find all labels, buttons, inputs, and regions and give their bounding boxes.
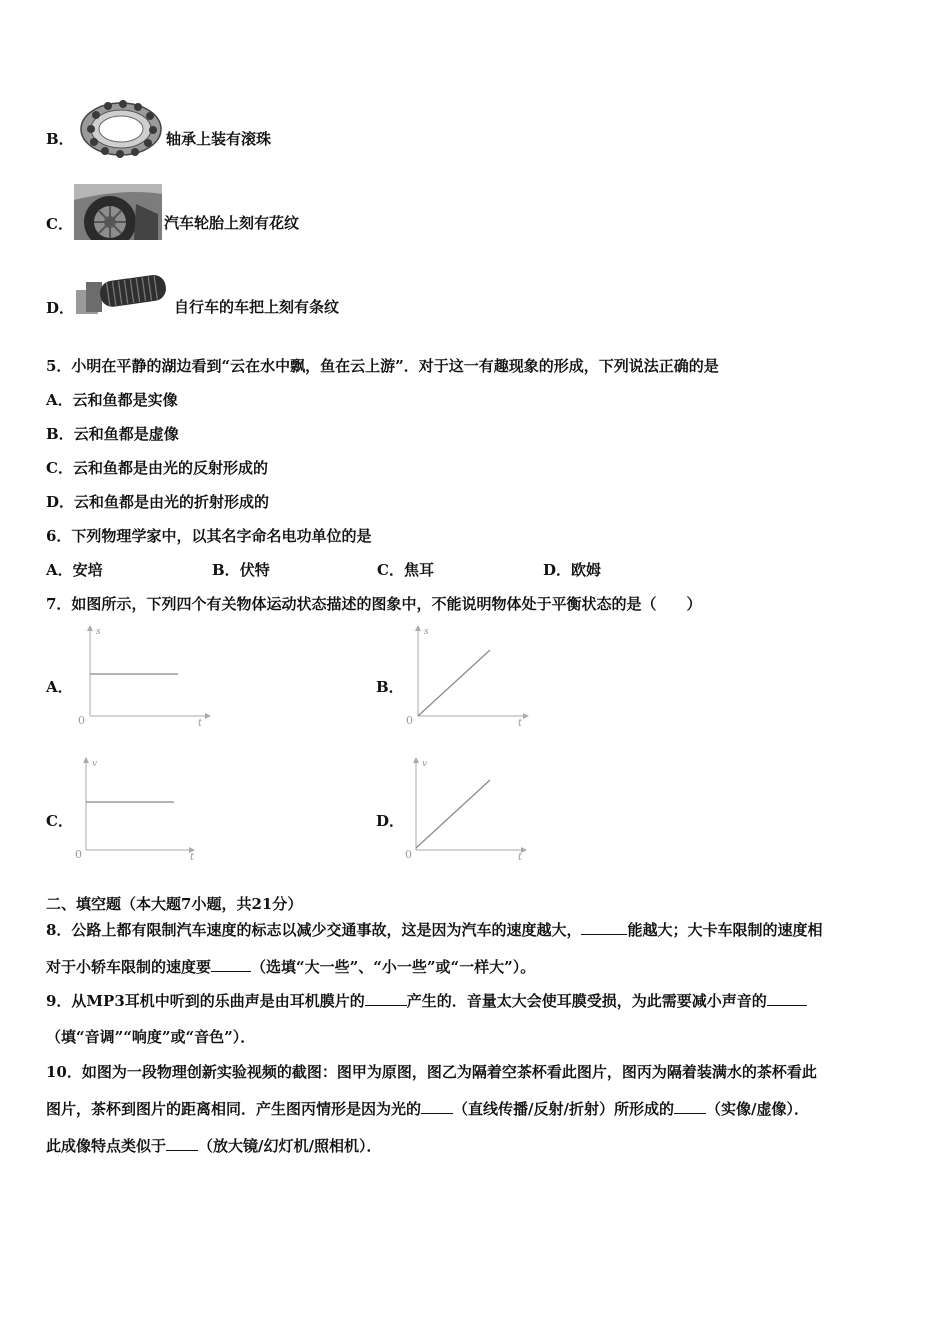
section-2-title: 二、填空题（本大题7小题，共21分） [46, 895, 303, 913]
ball-bearing-image [78, 100, 164, 158]
bike-handle-grip-image [76, 268, 172, 314]
q7-graph-c-label: C． [46, 812, 73, 830]
q7-graph-b-xlabel: t [518, 718, 523, 728]
q10-blank-1 [421, 1112, 453, 1114]
q6-option-c: C．焦耳 [377, 561, 434, 579]
q7-graph-b-ylabel: s [424, 627, 429, 637]
q5-option-b: B．云和鱼都是虚像 [46, 425, 179, 443]
q6-option-d: D．欧姆 [543, 561, 602, 579]
q4-option-d-text: 自行车的车把上刻有条纹 [174, 298, 340, 316]
q5-option-d: D．云和鱼都是由光的折射形成的 [46, 493, 270, 511]
q8-blank-2 [211, 970, 251, 972]
q10-blank-2 [674, 1112, 706, 1114]
q6-option-a: A．安培 [46, 561, 103, 579]
q7-graph-c-xlabel: t [190, 852, 195, 862]
q7-graph-a-label: A． [46, 678, 73, 696]
q6-stem: 6．下列物理学家中，以其名字命名电功单位的是 [46, 527, 372, 545]
q7-graph-a-xlabel: t [198, 718, 203, 728]
car-tire-image [74, 184, 162, 240]
q8-blank-1 [581, 933, 627, 935]
q8-line-1: 8．公路上都有限制汽车速度的标志以减少交通事故，这是因为汽车的速度越大， 能越大；大卡车限制的速度相 [46, 921, 823, 939]
q7-graph-b [402, 622, 542, 728]
q7-graph-a [74, 622, 214, 728]
q7-stem: 7．如图所示，下列四个有关物体运动状态描述的图象中，不能说明物体处于平衡状态的是（ ） [46, 595, 702, 613]
q6-option-b: B．伏特 [212, 561, 270, 579]
q7-graph-c-origin: 0 [75, 848, 82, 861]
q7-graph-a-origin: 0 [78, 714, 85, 727]
q10-line-3: 此成像特点类似于 （放大镜/幻灯机/照相机）． [46, 1137, 382, 1155]
q4-option-d-label: D． [46, 299, 75, 317]
q5-option-a: A．云和鱼都是实像 [46, 391, 178, 409]
q7-graph-b-label: B． [376, 678, 404, 696]
q7-graph-a-ylabel: s [96, 627, 101, 637]
q4-option-b-label: B． [46, 130, 74, 148]
q7-graph-d-xlabel: t [518, 852, 523, 862]
q8-line-2: 对于小轿车限制的速度要 （选填“大一些”、“小一些”或“一样大”）。 [46, 958, 536, 976]
q5-option-c: C．云和鱼都是由光的反射形成的 [46, 459, 268, 477]
q7-graph-d-label: D． [376, 812, 405, 830]
q4-option-c-text: 汽车轮胎上刻有花纹 [164, 214, 300, 232]
q9-line-1: 9．从MP3耳机中听到的乐曲声是由耳机膜片的 产生的．音量太大会使耳膜受损，为此需要减小声音的 [46, 990, 807, 1011]
q9-line-2: （填“音调”“响度”或“音色”）． [46, 1028, 256, 1046]
q7-graph-d-origin: 0 [405, 848, 412, 861]
q10-blank-3 [166, 1149, 198, 1151]
q4-option-c-label: C． [46, 215, 73, 233]
q7-graph-d [400, 754, 540, 862]
q10-line-1: 10．如图为一段物理创新实验视频的截图：图甲为原图，图乙为隔着空茶杯看此图片，图丙为隔着装满水的茶杯看此 [46, 1063, 817, 1081]
q7-graph-c [70, 754, 210, 862]
q7-graph-b-origin: 0 [406, 714, 413, 727]
q5-stem: 5．小明在平静的湖边看到“云在水中飘，鱼在云上游”．对于这一有趣现象的形成，下列说法正确的是 [46, 357, 719, 375]
q7-graph-d-ylabel: v [422, 759, 428, 769]
q7-graph-c-ylabel: v [92, 759, 98, 769]
q9-blank-2 [767, 1004, 807, 1006]
q4-option-b-text: 轴承上装有滚珠 [166, 130, 272, 148]
q10-line-2: 图片，茶杯到图片的距离相同．产生图丙情形是因为光的 （直线传播/反射/折射）所形成的 （实像/虚像）． [46, 1100, 809, 1118]
q9-blank-1 [365, 1004, 407, 1006]
